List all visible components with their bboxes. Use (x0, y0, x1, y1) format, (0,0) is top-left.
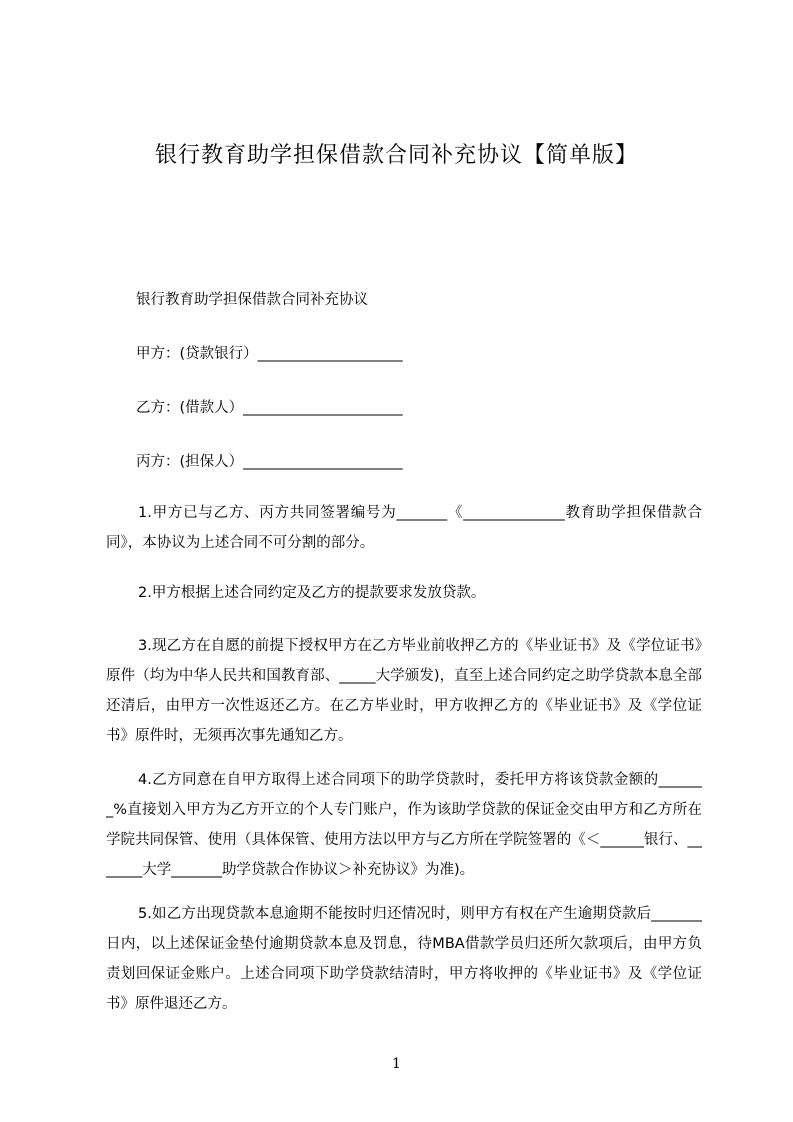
party-a-line: 甲方：(贷款银行）____________________ (136, 346, 403, 362)
clause-2: 2.甲方根据上述合同约定及乙方的提款要求发放贷款。 (138, 585, 486, 601)
clause-5: 5.如乙方出现贷款本息逾期不能按时归还情况时，则甲方有权在产生逾期贷款后_______日内，以上述保证金垫付逾期贷款本息及罚息，待MBA借款学员归还所欠款项后，由甲方负责划回保证金账户。上述合同项下助学贷款结清时，甲方将收押的《毕业证书》及《学位证书》原件退还乙方。 (106, 906, 702, 1012)
clause-3: 3.现乙方在自愿的前提下授权甲方在乙方毕业前收押乙方的《毕业证书》及《学位证书》原件（均为中华人民共和国教育部、_____大学颁发)，直至上述合同约定之助学贷款本息全部还清后，由甲方一次性返还乙方。在乙方毕业时，甲方收押乙方的《毕业证书》及《学位证书》原件时，无须再次事先通知乙方。 (106, 638, 702, 744)
party-c-line: 丙方：(担保人）______________________ (136, 454, 403, 470)
party-b-line: 乙方：(借款人）______________________ (136, 400, 403, 416)
clause-4: 4.乙方同意在自甲方取得上述合同项下的助学贷款时，委托甲方将该贷款金额的_______%直接划入甲方为乙方开立的个人专门账户，作为该助学贷款的保证金交由甲方和乙方所在学院共同保管、使用（具体保管、使用方法以甲方与乙方所在学院签署的《＜______银行、_______大学_______助学贷款合作协议＞补充协议》为准)。 (106, 772, 702, 878)
document-title: 银行教育助学担保借款合同补充协议【简单版】 (154, 143, 638, 168)
agreement-subtitle: 银行教育助学担保借款合同补充协议 (136, 292, 368, 308)
page-number: 1 (392, 1056, 401, 1072)
clause-1: 1.甲方已与乙方、丙方共同签署编号为_______《______________教育助学担保借款合同》，本协议为上述合同不可分割的部分。 (106, 505, 702, 551)
